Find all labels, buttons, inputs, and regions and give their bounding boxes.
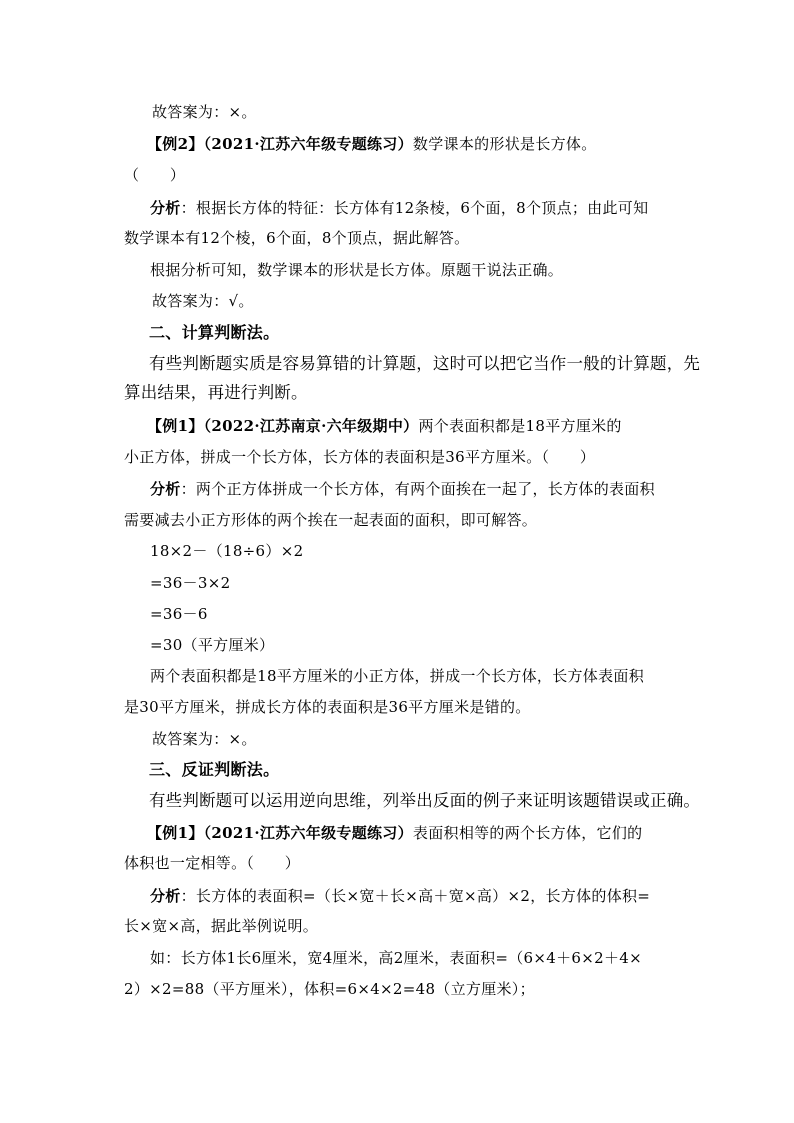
- answer-line: [152, 291, 254, 311]
- calculation-step: [150, 573, 230, 593]
- analysis-label: 分析: [150, 480, 181, 498]
- line-text: 2）×2=88（平方厘米），体积=6×4×2=48（立方厘米）；: [124, 980, 535, 998]
- line-text: 二、计算判断法。: [149, 323, 280, 342]
- line-text: =36－3×2: [150, 574, 231, 592]
- line-text: 体积也一定相等。（ ）: [124, 854, 301, 872]
- line-text: 数学课本的形状是长方体。: [412, 135, 597, 153]
- answer-blank-line: [124, 165, 185, 185]
- analysis-line: [150, 198, 648, 218]
- line-text: （ ）: [124, 166, 186, 184]
- analysis-line: [150, 479, 655, 499]
- calculation-step: [150, 541, 303, 561]
- conclusion-line: [150, 666, 644, 686]
- line-text: 故答案为：√。: [152, 292, 254, 310]
- line-text: =36－6: [150, 605, 208, 623]
- example-2-heading: [147, 134, 597, 154]
- line-text: 是30平方厘米，拼成长方体的表面积是36平方厘米是错的。: [124, 698, 531, 716]
- analysis-line: [150, 886, 650, 906]
- analysis-label: 分析: [150, 887, 181, 905]
- line-text: 算出结果，再进行判断。: [124, 383, 308, 402]
- section-heading: [149, 323, 279, 343]
- calculation-step: [150, 635, 274, 655]
- line-text: 18×2－（18÷6）×2: [150, 542, 304, 560]
- calculation-step: [150, 604, 208, 624]
- example-1-heading: [147, 823, 642, 843]
- section-heading: [149, 760, 279, 780]
- section-intro: [149, 354, 700, 374]
- line-text: 故答案为：×。: [152, 103, 257, 121]
- line-text: 长×宽×高，据此举例说明。: [124, 917, 319, 935]
- analysis-continuation: [124, 228, 469, 248]
- example-1-heading: [147, 416, 622, 436]
- analysis-label: 分析: [150, 199, 181, 217]
- section-intro: [149, 791, 700, 811]
- line-text: 两个表面积都是18平方厘米的小正方体，拼成一个长方体，长方体表面积: [150, 667, 644, 685]
- solution-line: [150, 260, 563, 280]
- line-text: 小正方体，拼成一个长方体，长方体的表面积是36平方厘米。（ ）: [124, 448, 596, 466]
- line-text: 两个表面积都是18平方厘米的: [418, 417, 622, 435]
- line-text: 数学课本有12个棱，6个面，8个顶点，据此解答。: [124, 229, 470, 247]
- line-text: 如：长方体1长6厘米，宽4厘米，高2厘米，表面积=（6×4＋6×2＋4×: [150, 949, 642, 967]
- example-continuation: [124, 447, 595, 467]
- example-line: [150, 948, 642, 968]
- example-continuation: [124, 853, 300, 873]
- line-text: ：两个正方体拼成一个长方体，有两个面挨在一起了，长方体的表面积: [180, 480, 655, 498]
- line-text: 有些判断题可以运用逆向思维，列举出反面的例子来证明该题错误或正确。: [149, 791, 701, 810]
- line-text: ：根据长方体的特征：长方体有12条棱，6个面，8个顶点；由此可知: [180, 199, 649, 217]
- line-text: 根据分析可知，数学课本的形状是长方体。原题干说法正确。: [150, 261, 564, 279]
- answer-line: [152, 102, 257, 122]
- line-text: 故答案为：×。: [152, 730, 257, 748]
- line-text: ：长方体的表面积=（长×宽＋长×高＋宽×高）×2，长方体的体积=: [180, 887, 651, 905]
- section-intro-continuation: [124, 383, 308, 403]
- example-continuation: [124, 979, 535, 999]
- example-label: 【例2】（2021·江苏六年级专题练习）: [147, 135, 413, 153]
- line-text: 有些判断题实质是容易算错的计算题，这时可以把它当作一般的计算题，先: [149, 354, 701, 373]
- analysis-continuation: [124, 916, 318, 936]
- line-text: 表面积相等的两个长方体，它们的: [412, 824, 643, 842]
- line-text: 需要减去小正方形体的两个挨在一起表面的面积，即可解答。: [124, 511, 538, 529]
- line-text: 三、反证判断法。: [149, 760, 280, 779]
- conclusion-continuation: [124, 697, 531, 717]
- analysis-continuation: [124, 510, 537, 530]
- line-text: =30（平方厘米）: [150, 636, 275, 654]
- answer-line: [152, 729, 257, 749]
- example-label: 【例1】（2022·江苏南京·六年级期中）: [147, 417, 419, 435]
- example-label: 【例1】（2021·江苏六年级专题练习）: [147, 824, 413, 842]
